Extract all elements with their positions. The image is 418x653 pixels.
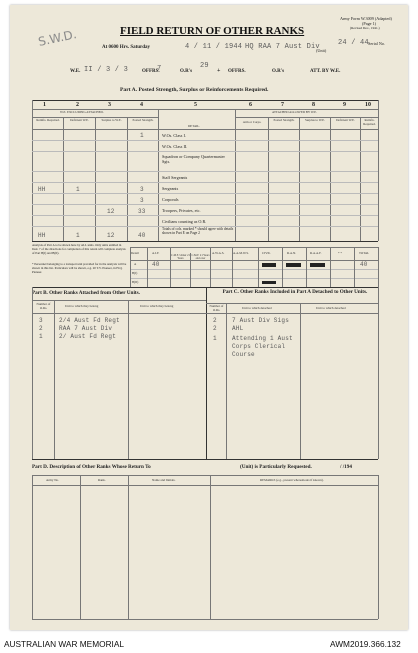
analysis-raaf-header: R.A.A.F. — [310, 251, 322, 255]
part-d-remarks-header: REMARKS (e.g., present whereabouts if known). — [260, 478, 324, 482]
we-excluding-attached-header: W.E. EXCLUDING ATTACHED. — [60, 110, 104, 114]
analysis-aif-a: 40 — [152, 261, 160, 268]
serial-label: Serial No. — [368, 41, 385, 46]
attached-allowed-header: ATTACHED ALLOWED BY W.E. — [272, 110, 318, 114]
col-deficient: Deficient W.E. — [70, 118, 89, 122]
col-number-3: 3 — [108, 102, 111, 108]
part-b-unit-header: Unit to which they belong — [65, 304, 99, 308]
analysis-double-star-header: * * — [338, 251, 342, 255]
posted-corporals: 3 — [140, 197, 144, 204]
col-number-7: 7 — [281, 102, 284, 108]
part-d-unit-blank: (Unit) is Particularly Requested. — [240, 464, 312, 470]
posted-total: 40 — [138, 232, 146, 239]
part-b-unit-2: RAA 7 Aust Div — [59, 325, 113, 332]
posted-troopers: 33 — [138, 208, 146, 215]
archive-footer — [0, 636, 418, 653]
part-c-unit-2: AHL — [232, 325, 244, 332]
part-b-number-header: Number of O.Rs. — [36, 302, 51, 310]
part-c-title: Part C. Other Ranks Included in Part A Detached to Other Units. — [222, 289, 368, 295]
analysis-aif-header: A.I.F. — [152, 251, 160, 255]
col-att-surplus: Surplus to W.E. — [304, 118, 325, 122]
redaction-block — [286, 263, 301, 267]
analysis-ran-header: R.A.N. — [287, 251, 297, 255]
revision-date: (Revised Dec., 1941.) — [350, 26, 380, 30]
col-number-6: 6 — [249, 102, 252, 108]
surplus-troopers: 12 — [107, 208, 115, 215]
we-value: II / 3 / 3 — [84, 66, 129, 74]
form-sheet — [10, 5, 408, 630]
time-label: At 0600 Hrs. Saturday — [102, 45, 151, 50]
deficient-sergeants: 1 — [76, 186, 80, 193]
part-b-unit-header-2: Unit to which they belong — [140, 304, 174, 308]
posted-sergeants: 3 — [140, 186, 144, 193]
detail-cqms: Squadron or Company Quartermaster Sgts. — [162, 154, 225, 165]
offrs2-label: OFFRS. — [228, 69, 246, 74]
col-posted-strength: Posted Strength. — [132, 118, 154, 122]
part-c-unit-header-2: Unit to which detached — [316, 306, 346, 310]
page-reference: (Page 1) — [362, 21, 377, 26]
part-c-num-3: 1 — [213, 335, 217, 342]
part-d-army-no-header: Army No. — [46, 478, 59, 482]
redaction-block — [262, 281, 276, 284]
detail-civilians: Civilians counting as O.R. — [162, 219, 207, 224]
part-c-num-2: 2 — [213, 325, 217, 332]
col-att-posted: Posted Strength. — [273, 118, 295, 122]
part-c-unit-header: Unit to which detached — [242, 306, 272, 310]
we-label: W.E. — [70, 69, 81, 74]
part-b-num-3: 1 — [39, 333, 43, 340]
col-number-10: 10 — [365, 102, 371, 108]
col-number-2: 2 — [76, 102, 79, 108]
analysis-row-b1-label: B(I) — [132, 271, 138, 275]
ors2-label: O.R's — [272, 69, 285, 74]
part-b-title: Part B. Other Ranks Attached from Other Units. — [32, 290, 140, 296]
analysis-aamws-header: A.A.M.W.S. — [233, 251, 249, 255]
detail-corporals: Corporals — [162, 197, 179, 202]
plus-sign: + — [217, 68, 221, 74]
part-d-title: Part D. Description of Other Ranks Whose Return To — [32, 464, 151, 470]
analysis-cmf-under-21-header: C.M.F. Under 21 Years — [171, 254, 190, 261]
date-value: 4 / 11 / 1944 — [185, 43, 243, 51]
analysis-civil-header: CIVIL — [262, 251, 271, 255]
attached-by-we-label: ATT. BY W.E. — [310, 69, 341, 74]
col-att-deficient: Deficient W.E. — [336, 118, 355, 122]
col-surplus: Surplus to W.E. — [101, 118, 122, 122]
col-att-reinfts: Reinfts. Required. — [363, 118, 376, 126]
analysis-awas-header: A.W.A.S. — [212, 251, 225, 255]
analysis-note: Analysis of Part A to be shown here by ALL units. Only units entitled in Instr. 7 of the directions for completion of this return will complete analysis of Part B(I) and B(II). — [32, 243, 126, 255]
form-title: FIELD RETURN OF OTHER RANKS — [120, 25, 305, 37]
form-reference: Army Form W.3009 (Adapted) — [340, 16, 392, 21]
ors-value: 29 — [200, 62, 209, 70]
reinfts-sergeants: HH — [38, 186, 46, 193]
redaction-block — [310, 263, 325, 267]
col-detail: DETAIL. — [188, 124, 201, 128]
part-a-title: Part A. Posted Strength, Surplus or Reinforcements Required. — [120, 87, 269, 93]
detail-staff-sergeants: Staff Sergeants — [162, 175, 188, 180]
part-c-unit-3: Attending 1 Aust Corps Clerical Course — [232, 335, 293, 359]
analysis-detail-header: Detail — [131, 251, 139, 255]
ors-label: O.R's — [180, 69, 193, 74]
col-number-4: 4 — [140, 102, 143, 108]
detail-sergeants: Sergeants — [162, 186, 179, 191]
analysis-row-a-label: A — [134, 262, 137, 266]
redaction-block — [262, 263, 276, 267]
part-c-unit-1: 7 Aust Div Sigs — [232, 317, 290, 324]
analysis-cmf-21-over-header: C.M.F. 21 Years and over — [191, 254, 210, 261]
detail-troopers: Troopers, Privates, etc. — [162, 208, 201, 213]
part-d-date-blank: / /194 — [340, 464, 352, 470]
analysis-note-2: * Personnel belonging to a transport unit provided for in the analysis will be shown in this list. Particulars will be shown, e.g. 20 T.V. Pioneer, in H.Q. Pioneer. — [32, 262, 127, 274]
col-number-1: 1 — [43, 102, 46, 108]
unit-value: HQ RAA 7 Aust Div — [245, 43, 320, 51]
surplus-total: 12 — [107, 232, 115, 239]
part-c-number-header: Number of O.Rs. — [209, 304, 224, 312]
col-number-9: 9 — [343, 102, 346, 108]
analysis-total-a: 40 — [360, 261, 368, 268]
deficient-total: 1 — [76, 232, 80, 239]
analysis-row-b2-label: B(II) — [132, 280, 139, 284]
reinfts-total: HH — [38, 232, 46, 239]
col-reinfts-required: Reinfts. Required. — [36, 118, 60, 122]
unit-label: (Unit) — [316, 48, 327, 53]
part-d-name-header: Name and Initials. — [152, 478, 176, 482]
part-b-unit-3: 2/ Aust Fd Regt — [59, 333, 117, 340]
posted-wo1: 1 — [140, 132, 144, 139]
offrs-value: 7 — [157, 65, 162, 73]
footer-institution: AUSTRALIAN WAR MEMORIAL — [4, 639, 125, 649]
col-arm-corps: Arm or Corps. — [242, 120, 262, 124]
col-number-5: 5 — [194, 102, 197, 108]
part-b-num-1: 3 — [39, 317, 43, 324]
col-number-8: 8 — [312, 102, 315, 108]
part-c-num-1: 2 — [213, 317, 217, 324]
footer-accession-number: AWM2019.366.132 — [330, 639, 401, 649]
offrs-label: OFFRS. — [142, 69, 160, 74]
pencil-stamp: S.W.D. — [36, 27, 78, 49]
detail-wo-class-1: W.Os. Class I. — [162, 133, 186, 138]
part-b-num-2: 2 — [39, 325, 43, 332]
detail-totals: Totals of cols. marked * should agree with details shown in Part E on Page 2 — [162, 227, 234, 236]
part-d-rank-header: Rank. — [98, 478, 106, 482]
detail-wo-class-2: W.Os. Class II. — [162, 144, 188, 149]
serial-value: 24 / 44 — [338, 39, 369, 47]
analysis-total-header: TOTAL — [359, 251, 370, 255]
part-b-unit-1: 2/4 Aust Fd Regt — [59, 317, 120, 324]
